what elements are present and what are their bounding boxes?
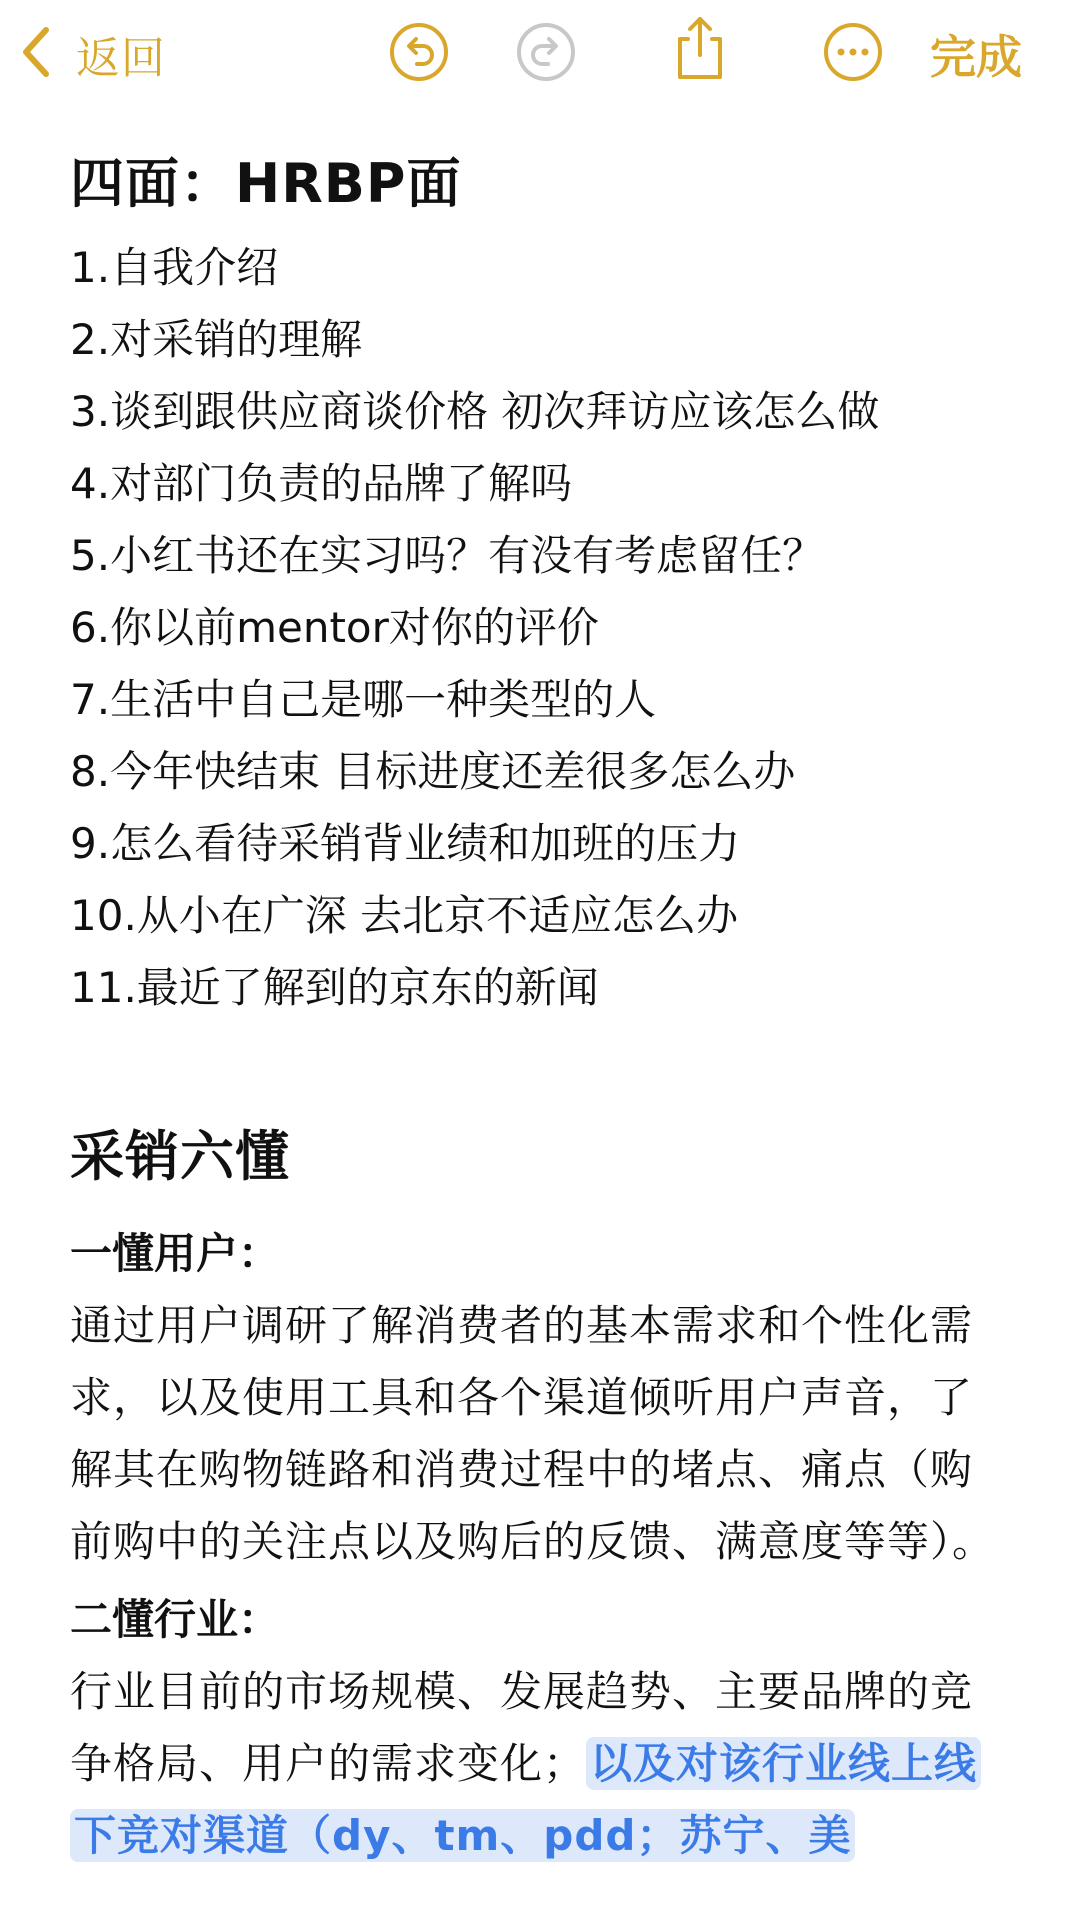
notes-toolbar [0, 0, 1080, 108]
question-item: 9.怎么看待采销背业绩和加班的压力 [70, 819, 741, 868]
industry-text: 行业目前的市场规模、发展趋势、主要品牌的竞争格局、用户的需求变化； [70, 1667, 974, 1788]
paragraph-industry [70, 1656, 1015, 1872]
share-icon [668, 13, 732, 87]
share-button[interactable] [664, 14, 736, 86]
question-item: 3.谈到跟供应商谈价格 初次拜访应该怎么做 [70, 387, 880, 436]
section-title-hrbp: 四面：HRBP面 [70, 152, 462, 215]
back-button[interactable] [16, 18, 178, 90]
redo-button[interactable] [510, 18, 582, 90]
question-list [70, 232, 1030, 1024]
done-button[interactable]: 完成 [930, 30, 1022, 84]
question-item: 1.自我介绍 [70, 243, 279, 292]
undo-icon [387, 20, 451, 88]
subheading-industry: 二懂行业： [70, 1595, 281, 1644]
chevron-left-icon [16, 24, 56, 84]
redo-icon [514, 20, 578, 88]
paragraph-users: 通过用户调研了解消费者的基本需求和个性化需求，以及使用工具和各个渠道倾听用户声音，了解其在购物链路和消费过程中的堵点、痛点（购前购中的关注点以及购后的反馈、满意度等等）。 [70, 1301, 996, 1566]
question-item: 5.小红书还在实习吗？有没有考虑留任？ [70, 531, 825, 580]
question-item: 2.对采销的理解 [70, 315, 363, 364]
highlighted-text: 以及对该行业线上线下竞对渠道（dy、tm、pdd；苏宁、美 [70, 1737, 981, 1862]
question-item: 10.从小在广深 去北京不适应怎么办 [70, 891, 739, 940]
subheading-users: 一懂用户： [70, 1229, 281, 1278]
question-item: 8.今年快结束 目标进度还差很多怎么办 [70, 747, 796, 796]
question-item: 4.对部门负责的品牌了解吗 [70, 459, 573, 508]
question-item: 11.最近了解到的京东的新闻 [70, 963, 599, 1012]
undo-button[interactable] [383, 18, 455, 90]
more-icon [821, 20, 885, 88]
note-body[interactable] [70, 118, 1030, 1872]
section-title-six-understandings: 采销六懂 [70, 1125, 290, 1188]
more-button[interactable] [817, 18, 889, 90]
back-label: 返回 [76, 33, 166, 84]
question-item: 7.生活中自己是哪一种类型的人 [70, 675, 657, 724]
question-item: 6.你以前mentor对你的评价 [70, 603, 599, 652]
